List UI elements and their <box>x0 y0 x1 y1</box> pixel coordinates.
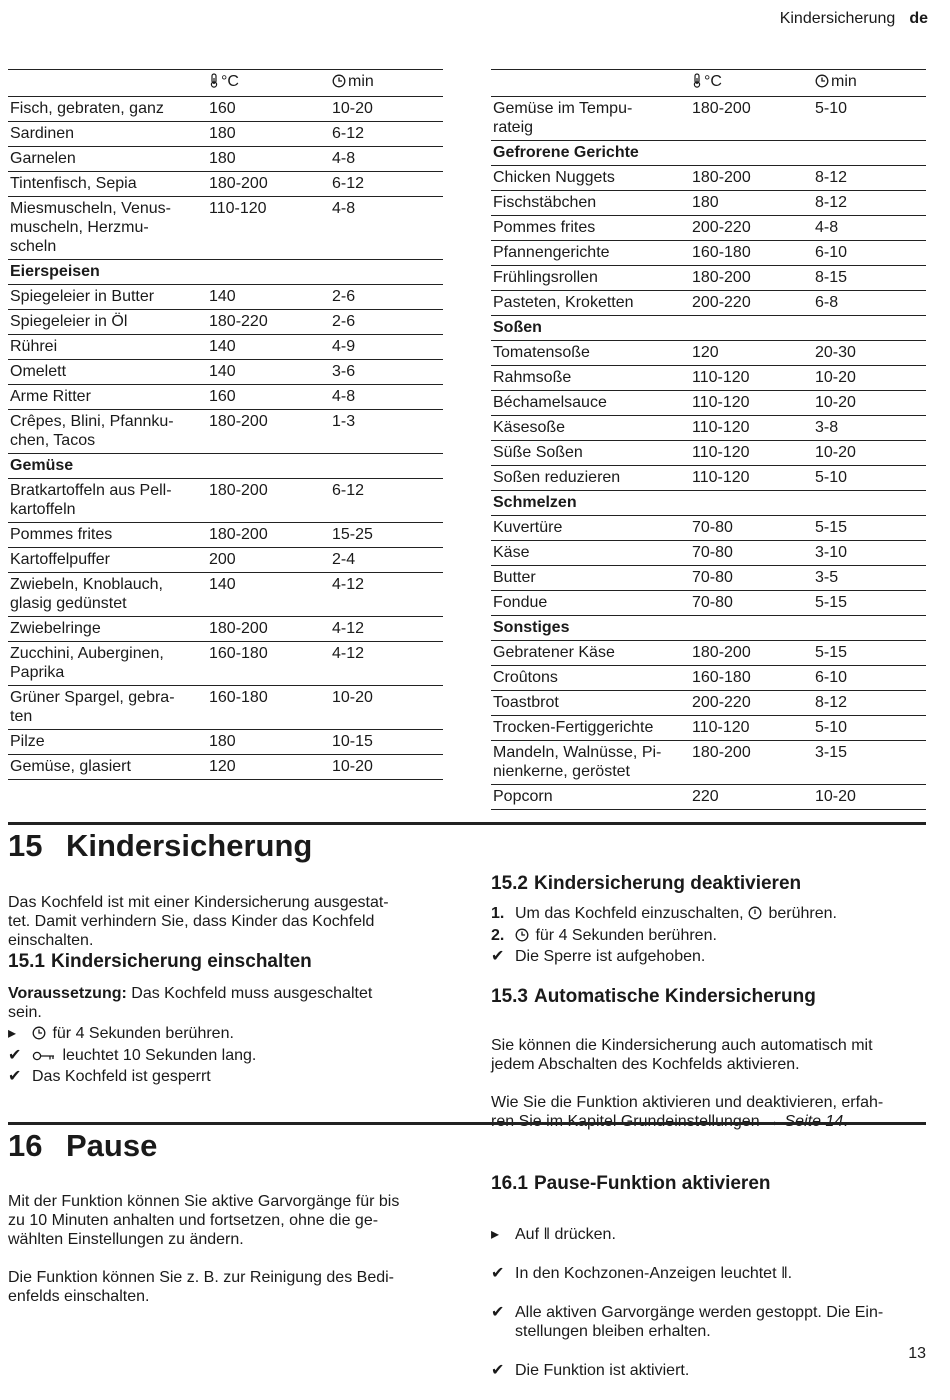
temperature-cell: 140 <box>209 288 236 305</box>
temperature-cell: 140 <box>209 338 236 355</box>
food-cell: Chicken Nuggets <box>493 169 615 186</box>
table-row <box>8 335 443 360</box>
time-cell: 2-6 <box>332 288 356 305</box>
food-cell: Fondue <box>493 594 548 611</box>
table-row <box>491 441 926 466</box>
prerequisite-label: Voraussetzung: <box>8 985 127 1002</box>
table-row <box>491 541 926 566</box>
temperature-cell: 200-220 <box>692 694 751 711</box>
table-group-row <box>491 141 926 166</box>
temperature-cell: 180-200 <box>692 169 751 186</box>
subsection-number: 15.2 <box>491 873 528 894</box>
prerequisite-text: Das Kochfeld muss ausgeschaltet sein. <box>8 985 373 1021</box>
time-cell: 6-10 <box>815 244 848 261</box>
temperature-cell: 200-220 <box>692 294 751 311</box>
header-section: Kindersicherung <box>779 10 896 27</box>
food-cell: Spiegeleier in Butter <box>10 288 155 305</box>
result-item <box>491 1361 926 1381</box>
time-cell: 5-15 <box>815 644 848 661</box>
time-cell: 4-8 <box>332 150 356 167</box>
temperature-cell: 180 <box>209 733 236 750</box>
food-cell: Garnelen <box>10 150 76 167</box>
paragraph: Die Funktion können Sie z. B. zur Reinigung des Bedi- enfelds einschalten. <box>8 1269 394 1305</box>
table-row <box>8 755 443 780</box>
check-icon: ✔ <box>8 1046 22 1064</box>
table-row <box>8 573 443 617</box>
table-group-row <box>491 491 926 516</box>
food-cell: Fischstäbchen <box>493 194 597 211</box>
time-cell: 4-12 <box>332 645 365 662</box>
table-header-row <box>491 70 926 97</box>
food-cell: Omelett <box>10 363 67 380</box>
food-cell: Käse <box>493 544 530 561</box>
temperature-cell: 180-200 <box>209 413 268 430</box>
result-item <box>491 1303 926 1342</box>
subsection-title: Kindersicherung einschalten <box>50 951 312 972</box>
food-cell: Arme Ritter <box>10 388 91 405</box>
food-cell: Zwiebelringe <box>10 620 101 637</box>
table-row <box>491 341 926 366</box>
food-cell: Béchamelsauce <box>493 394 607 411</box>
food-cell: Mandeln, Walnüsse, Pi- nienkerne, geröstet <box>493 744 662 780</box>
time-cell: 3-15 <box>815 744 848 761</box>
temperature-cell: 200-220 <box>692 219 751 236</box>
clock-icon <box>332 74 346 93</box>
food-cell: Pasteten, Kroketten <box>493 294 634 311</box>
time-cell: 6-12 <box>332 125 365 142</box>
table-row <box>8 310 443 335</box>
table-row <box>491 291 926 316</box>
check-icon: ✔ <box>491 1303 505 1321</box>
temperature-cell: 180 <box>209 150 236 167</box>
section-intro <box>8 1173 453 1325</box>
group-label: Eierspeisen <box>10 263 100 280</box>
time-header <box>813 70 926 97</box>
temperature-cell: 110-120 <box>692 419 750 436</box>
temperature-cell: 140 <box>209 363 236 380</box>
subsection-heading <box>491 1173 771 1195</box>
food-cell: Soßen reduzieren <box>493 469 621 486</box>
paragraph: Sie können die Kindersicherung auch automatisch mit jedem Abschalten des Kochfelds aktivieren. <box>491 1037 873 1073</box>
food-cell: Toastbrot <box>493 694 559 711</box>
time-cell: 4-12 <box>332 576 365 593</box>
section-number: 15 <box>8 828 43 863</box>
check-icon: ✔ <box>491 948 505 965</box>
food-cell: Trocken-Fertiggerichte <box>493 719 654 736</box>
steps-list <box>8 1024 448 1087</box>
thermometer-icon <box>692 73 702 93</box>
time-cell: 10-20 <box>332 100 373 117</box>
cooking-table-left <box>8 69 443 780</box>
group-label: Soßen <box>493 319 542 336</box>
time-cell: 3-8 <box>815 419 839 436</box>
step-text: Auf ǁ drücken. <box>515 1225 616 1243</box>
cooking-table-right <box>491 69 926 810</box>
time-header-label: min <box>348 73 374 90</box>
result-item <box>8 1067 448 1087</box>
result-text: Alle aktiven Garvorgänge werden gestoppt. Die Ein- stellungen bleiben erhalten. <box>515 1303 884 1340</box>
table-group-row <box>491 316 926 341</box>
table-row <box>491 516 926 541</box>
time-cell: 6-12 <box>332 175 365 192</box>
table-row <box>491 641 926 666</box>
time-cell: 20-30 <box>815 344 856 361</box>
temperature-cell: 180-200 <box>692 100 751 117</box>
food-cell: Kartoffelpuffer <box>10 551 110 568</box>
table-row <box>491 666 926 691</box>
temperature-cell: 200 <box>209 551 236 568</box>
food-cell: Sardinen <box>10 125 75 142</box>
temperature-cell: 160-180 <box>209 689 268 706</box>
time-cell: 5-10 <box>815 719 848 736</box>
temperature-cell: 180-200 <box>209 175 268 192</box>
step-item <box>491 1225 926 1245</box>
food-cell: Gebratener Käse <box>493 644 615 661</box>
temperature-cell: 180-200 <box>692 269 751 286</box>
table-row <box>8 479 443 523</box>
temperature-cell: 180 <box>692 194 719 211</box>
table-row <box>491 241 926 266</box>
time-cell: 1-3 <box>332 413 356 430</box>
subsection-number: 15.1 <box>8 951 45 972</box>
time-cell: 10-20 <box>332 689 373 706</box>
result-text: Das Kochfeld ist gesperrt <box>32 1068 211 1085</box>
time-cell: 5-10 <box>815 469 848 486</box>
time-header-label: min <box>831 73 857 90</box>
result-text: Die Sperre ist aufgehoben. <box>515 948 706 965</box>
table-row <box>491 566 926 591</box>
food-cell: Gemüse, glasiert <box>10 758 131 775</box>
section-number: 16 <box>8 1128 43 1163</box>
table-row <box>8 385 443 410</box>
section-title <box>8 824 312 864</box>
food-cell: Frühlingsrollen <box>493 269 598 286</box>
time-cell: 8-12 <box>815 694 848 711</box>
food-cell: Gemüse im Tempu- rateig <box>493 100 633 136</box>
temperature-cell: 160-180 <box>209 645 268 662</box>
step-text: Um das Kochfeld einzuschalten, <box>515 905 749 922</box>
time-cell: 10-20 <box>815 788 856 805</box>
check-icon: ✔ <box>491 1264 505 1282</box>
thermometer-icon <box>209 73 219 93</box>
intro-text: Das Kochfeld ist mit einer Kindersicherung ausgestat- tet. Damit verhindern Sie, dass Kinder das Kochfeld einschalten. <box>8 894 389 949</box>
temperature-cell: 160 <box>209 388 236 405</box>
check-icon: ✔ <box>491 1362 505 1379</box>
clock-icon <box>32 1026 46 1046</box>
subsection-number: 16.1 <box>491 1173 528 1194</box>
time-cell: 6-10 <box>815 669 848 686</box>
temperature-cell: 120 <box>692 344 719 361</box>
temperature-cell: 160-180 <box>692 244 751 261</box>
result-text: leuchtet 10 Sekunden lang. <box>58 1046 257 1064</box>
table-row <box>491 691 926 716</box>
food-cell: Pfannengerichte <box>493 244 610 261</box>
table-row <box>8 172 443 197</box>
time-cell: 4-8 <box>332 388 356 405</box>
step-item <box>8 1024 448 1046</box>
table-row <box>491 216 926 241</box>
prerequisite <box>8 984 448 1022</box>
result-tail: . <box>787 1264 793 1282</box>
food-cell: Pommes frites <box>10 526 113 543</box>
temperature-cell: 110-120 <box>692 444 750 461</box>
step-text-tail: berühren. <box>764 905 837 922</box>
step-text: für 4 Sekunden berühren. <box>531 926 717 944</box>
food-cell: Rührei <box>10 338 58 355</box>
table-row <box>491 266 926 291</box>
temperature-cell: 110-120 <box>209 200 267 217</box>
time-cell: 3-10 <box>815 544 848 561</box>
temperature-cell: 180-200 <box>209 620 268 637</box>
step-item <box>491 904 926 926</box>
step-item <box>491 926 926 948</box>
food-cell: Süße Soßen <box>493 444 583 461</box>
step-arrow-icon: ▸ <box>8 1025 17 1042</box>
table-row <box>491 785 926 810</box>
page-header <box>780 10 928 28</box>
table-row <box>8 197 443 260</box>
time-cell: 8-15 <box>815 269 848 286</box>
food-cell: Fisch, gebraten, ganz <box>10 100 164 117</box>
temperature-cell: 160 <box>209 100 236 117</box>
subsection-text <box>491 1017 931 1150</box>
table-row <box>8 686 443 730</box>
paragraph <box>491 1093 931 1131</box>
temperature-cell: 70-80 <box>692 569 733 586</box>
table-row <box>491 97 926 141</box>
paragraph-text: Wie Sie die Funktion aktivieren und deaktivieren, erfah- <box>491 1094 884 1111</box>
table-row <box>491 416 926 441</box>
table-row <box>8 285 443 310</box>
time-cell: 4-12 <box>332 620 365 637</box>
temperature-cell: 110-120 <box>692 469 750 486</box>
table-row <box>491 741 926 785</box>
temperature-cell: 160-180 <box>692 669 751 686</box>
power-icon <box>748 906 762 926</box>
time-cell: 6-8 <box>815 294 839 311</box>
food-cell: Kuvertüre <box>493 519 563 536</box>
temperature-cell: 70-80 <box>692 519 733 536</box>
food-cell: Pilze <box>10 733 45 750</box>
time-cell: 4-8 <box>815 219 839 236</box>
food-cell: Pommes frites <box>493 219 596 236</box>
table-row <box>491 166 926 191</box>
table-row <box>8 410 443 454</box>
table-row <box>491 391 926 416</box>
food-cell: Grüner Spargel, gebra- ten <box>10 689 175 725</box>
table-row <box>8 147 443 172</box>
temperature-cell: 140 <box>209 576 236 593</box>
subsection-number: 15.3 <box>491 986 528 1007</box>
food-cell: Tomatensoße <box>493 344 590 361</box>
subsection-title: Pause-Funktion aktivieren <box>533 1173 771 1194</box>
result-text: In den Kochzonen-Anzeigen leuchtet <box>515 1264 781 1282</box>
table-row <box>8 730 443 755</box>
time-cell: 8-12 <box>815 169 848 186</box>
temp-header <box>690 70 813 97</box>
clock-icon <box>815 74 829 93</box>
temp-header-label: °C <box>704 73 722 90</box>
page-number: 13 <box>908 1345 926 1362</box>
table-row <box>8 523 443 548</box>
result-item <box>491 947 926 967</box>
table-row <box>491 366 926 391</box>
temp-header <box>207 70 330 97</box>
temperature-cell: 180 <box>209 125 236 142</box>
section-intro <box>8 874 448 950</box>
result-item <box>491 1264 926 1284</box>
table-group-row <box>8 260 443 285</box>
temperature-cell: 180-200 <box>209 526 268 543</box>
temperature-cell: 180-200 <box>692 644 751 661</box>
section-title-text: Kindersicherung <box>66 828 313 863</box>
table-row <box>491 716 926 741</box>
table-group-row <box>491 616 926 641</box>
subsection-title: Automatische Kindersicherung <box>533 986 816 1007</box>
time-header <box>330 70 443 97</box>
time-cell: 5-10 <box>815 100 848 117</box>
table-row <box>8 642 443 686</box>
temperature-cell: 70-80 <box>692 594 733 611</box>
section-title <box>8 1124 157 1164</box>
section-title-text: Pause <box>66 1128 158 1163</box>
food-cell: Miesmuscheln, Venus- muscheln, Herzmu- scheln <box>10 200 171 255</box>
temperature-cell: 110-120 <box>692 719 750 736</box>
group-label: Gefrorene Gerichte <box>493 144 639 161</box>
group-label: Gemüse <box>10 457 74 474</box>
table-row <box>491 466 926 491</box>
food-cell: Crêpes, Blini, Pfannku- chen, Tacos <box>10 413 174 449</box>
temperature-cell: 120 <box>209 758 236 775</box>
steps-list <box>491 1205 926 1400</box>
time-cell: 4-9 <box>332 338 356 355</box>
subsection-title: Kindersicherung deaktivieren <box>533 873 802 894</box>
food-cell: Popcorn <box>493 788 553 805</box>
step-arrow-icon: ▸ <box>491 1225 500 1243</box>
header-lang: de <box>909 10 928 27</box>
step-text: für 4 Sekunden berühren. <box>48 1025 234 1042</box>
group-label: Schmelzen <box>493 494 577 511</box>
result-item <box>8 1046 448 1068</box>
time-cell: 3-6 <box>332 363 356 380</box>
temperature-cell: 180-200 <box>692 744 751 761</box>
time-cell: 2-6 <box>332 313 356 330</box>
time-cell: 10-20 <box>332 758 373 775</box>
time-cell: 6-12 <box>332 482 365 499</box>
step-number: 1. <box>491 905 505 922</box>
time-cell: 8-12 <box>815 194 848 211</box>
food-cell: Käsesoße <box>493 419 566 436</box>
food-cell: Bratkartoffeln aus Pell- kartoffeln <box>10 482 172 518</box>
subsection-heading <box>8 951 312 973</box>
table-row <box>8 360 443 385</box>
temperature-cell: 110-120 <box>692 369 750 386</box>
result-text: Die Funktion ist aktiviert. <box>515 1362 690 1379</box>
temp-header-label: °C <box>221 73 239 90</box>
time-cell: 5-15 <box>815 519 848 536</box>
table-row <box>491 591 926 616</box>
time-cell: 4-8 <box>332 200 356 217</box>
step-number: 2. <box>491 926 505 944</box>
subsection-heading <box>491 986 816 1008</box>
temperature-cell: 220 <box>692 788 719 805</box>
pause-symbol: ǁ <box>780 1264 788 1282</box>
food-cell: Butter <box>493 569 536 586</box>
time-cell: 3-5 <box>815 569 839 586</box>
group-label: Sonstiges <box>493 619 570 636</box>
time-cell: 15-25 <box>332 526 373 543</box>
table-group-row <box>8 454 443 479</box>
subsection-heading <box>491 873 801 895</box>
table-row <box>491 191 926 216</box>
key-icon <box>32 1048 56 1068</box>
food-cell: Zwiebeln, Knoblauch, glasig gedünstet <box>10 576 163 612</box>
temperature-cell: 180-200 <box>209 482 268 499</box>
time-cell: 10-20 <box>815 369 856 386</box>
time-cell: 10-20 <box>815 444 856 461</box>
temperature-cell: 180-220 <box>209 313 268 330</box>
time-cell: 10-20 <box>815 394 856 411</box>
food-cell: Zucchini, Auberginen, Paprika <box>10 645 164 681</box>
steps-list <box>491 904 926 967</box>
time-cell: 2-4 <box>332 551 356 568</box>
table-row <box>8 97 443 122</box>
table-header-row <box>8 70 443 97</box>
table-row <box>8 548 443 573</box>
table-row <box>8 617 443 642</box>
food-cell: Tintenfisch, Sepia <box>10 175 137 192</box>
temperature-cell: 70-80 <box>692 544 733 561</box>
table-row <box>8 122 443 147</box>
paragraph: Mit der Funktion können Sie aktive Garvorgänge für bis zu 10 Minuten anhalten und fortsetzen, ohne die ge- wählten Einstellungen zu ändern. <box>8 1193 400 1248</box>
temperature-cell: 110-120 <box>692 394 750 411</box>
time-cell: 10-15 <box>332 733 373 750</box>
food-cell: Rahmsoße <box>493 369 572 386</box>
food-cell: Croûtons <box>493 669 558 686</box>
time-cell: 5-15 <box>815 594 848 611</box>
check-icon: ✔ <box>8 1068 22 1085</box>
food-cell: Spiegeleier in Öl <box>10 313 128 330</box>
clock-icon <box>515 928 529 948</box>
